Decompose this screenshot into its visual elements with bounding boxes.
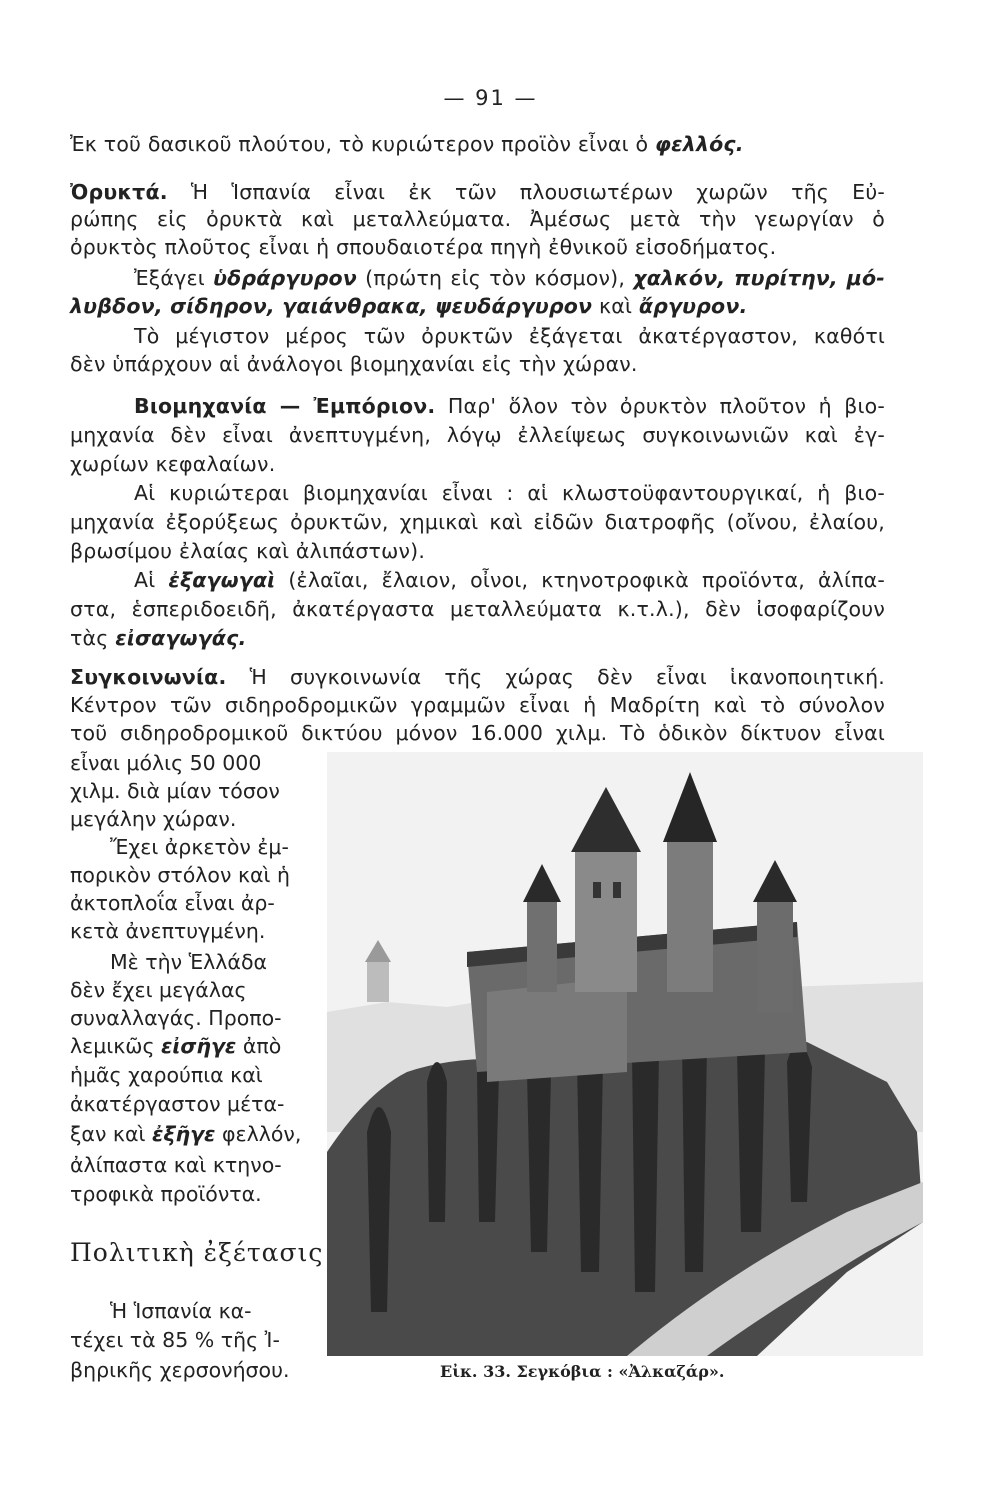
side-line: ἀκτοπλοΐα εἶναι ἀρ- [70, 891, 275, 915]
side-line: Ἔχει ἀρκετὸν ἐμ- [110, 835, 289, 859]
text-line: Ὀρυκτά. Ἡ Ἱσπανία εἶναι ἐκ τῶν πλουσιωτέρων χωρῶν τῆς Εὐ- [70, 180, 885, 204]
side-line: ἀλίπαστα καὶ κτηνο- [70, 1153, 282, 1177]
text-line: Ἐξάγει ὑδράργυρον (πρώτη εἰς τὸν κόσμον), χαλκόν, πυρίτην, μό- [134, 266, 885, 290]
side-line: χιλμ. διὰ μίαν τόσον [70, 779, 280, 803]
text-line: Κέντρον τῶν σιδηροδρομικῶν γραμμῶν εἶναι ἡ Μαδρίτη καὶ τὸ σύνολον [70, 693, 885, 717]
side-line: μεγάλην χώραν. [70, 807, 237, 831]
side-line: ξαν καὶ ἐξῆγε φελλόν, [70, 1122, 302, 1146]
alcazar-photo [327, 752, 923, 1356]
side-line: ἀκατέργαστον μέτα- [70, 1092, 285, 1116]
text-line: Τὸ μέγιστον μέρος τῶν ὀρυκτῶν ἐξάγεται ἀκατέργαστον, καθότι [134, 324, 885, 348]
text-line: χωρίων κεφαλαίων. [70, 452, 276, 476]
text-line: Ἐκ τοῦ δασικοῦ πλούτου, τὸ κυριώτερον προϊὸν εἶναι ὁ φελλός. [70, 132, 744, 156]
page-number: — 91 — [443, 86, 538, 110]
text-line: Αἱ ἐξαγωγαὶ (ἐλαῖαι, ἔλαιον, οἶνοι, κτηνοτροφικὰ προϊόντα, ἀλίπα- [134, 568, 885, 592]
text-line: μηχανία ἐξορύξεως ὀρυκτῶν, χημικαὶ καὶ εἰδῶν διατροφῆς (οἴνου, ἐλαίου, [70, 510, 885, 534]
side-line: Ἡ Ἱσπανία κα- [110, 1299, 252, 1323]
side-line: τροφικὰ προϊόντα. [70, 1182, 262, 1206]
side-line: συναλλαγάς. Προπο- [70, 1006, 282, 1030]
side-line: κετὰ ἀνεπτυγμένη. [70, 919, 266, 943]
text-line: δὲν ὑπάρχουν αἱ ἀνάλογοι βιομηχανίαι εἰς τὴν χώραν. [70, 352, 638, 376]
text-line: Βιομηχανία — Ἐμπόριον. Παρ' ὅλον τὸν ὀρυκτὸν πλοῦτον ἡ βιο- [134, 394, 886, 418]
side-line: τέχει τὰ 85 % τῆς Ἰ- [70, 1328, 280, 1352]
figure-caption: Εἰκ. 33. Σεγκόβια : «Ἀλκαζάρ». [440, 1362, 725, 1381]
side-line: δὲν ἔχει μεγάλας [70, 978, 247, 1002]
text-line: ρώπης εἰς ὀρυκτὰ καὶ μεταλλεύματα. Ἀμέσως μετὰ τὴν γεωργίαν ὁ [70, 207, 885, 231]
text-line: Αἱ κυριώτεραι βιομηχανίαι εἶναι : αἱ κλωστοϋφαντουργικαί, ἡ βιο- [134, 481, 885, 505]
text-line: μηχανία δὲν εἶναι ἀνεπτυγμένη, λόγῳ ἐλλείψεως συγκοινωνιῶν καὶ ἐγ- [70, 423, 885, 447]
side-line: πορικὸν στόλον καὶ ἡ [70, 863, 290, 887]
text-line: βρωσίμου ἐλαίας καὶ ἀλιπάστων). [70, 539, 426, 563]
text-line: τὰς εἰσαγωγάς. [70, 626, 247, 650]
text-line: λυβδον, σίδηρον, γαιάνθρακα, ψευδάργυρον καὶ ἄργυρον. [70, 294, 748, 318]
text-line: στα, ἑσπεριδοειδῆ, ἀκατέργαστα μεταλλεύματα κ.τ.λ.), δὲν ἰσοφαρίζουν [70, 597, 885, 621]
text-line: Συγκοινωνία. Ἡ συγκοινωνία τῆς χώρας δὲν εἶναι ἱκανοποιητική. [70, 665, 885, 689]
section-heading: Πολιτικὴ ἐξέτασις [70, 1238, 324, 1267]
text-line: τοῦ σιδηροδρομικοῦ δικτύου μόνον 16.000 χιλμ. Τὸ ὁδικὸν δίκτυον εἶναι [70, 721, 885, 745]
side-line: εἶναι μόλις 50 000 [70, 751, 262, 775]
side-line: βηρικῆς χερσονήσου. [70, 1358, 290, 1382]
side-line: λεμικῶς εἰσῆγε ἀπὸ [70, 1034, 282, 1058]
text-line: ὀρυκτὸς πλοῦτος εἶναι ἡ σπουδαιοτέρα πηγὴ ἐθνικοῦ εἰσοδήματος. [70, 235, 777, 259]
side-line: ἡμᾶς χαρούπια καὶ [70, 1063, 263, 1087]
side-line: Μὲ τὴν Ἑλλάδα [110, 950, 267, 974]
